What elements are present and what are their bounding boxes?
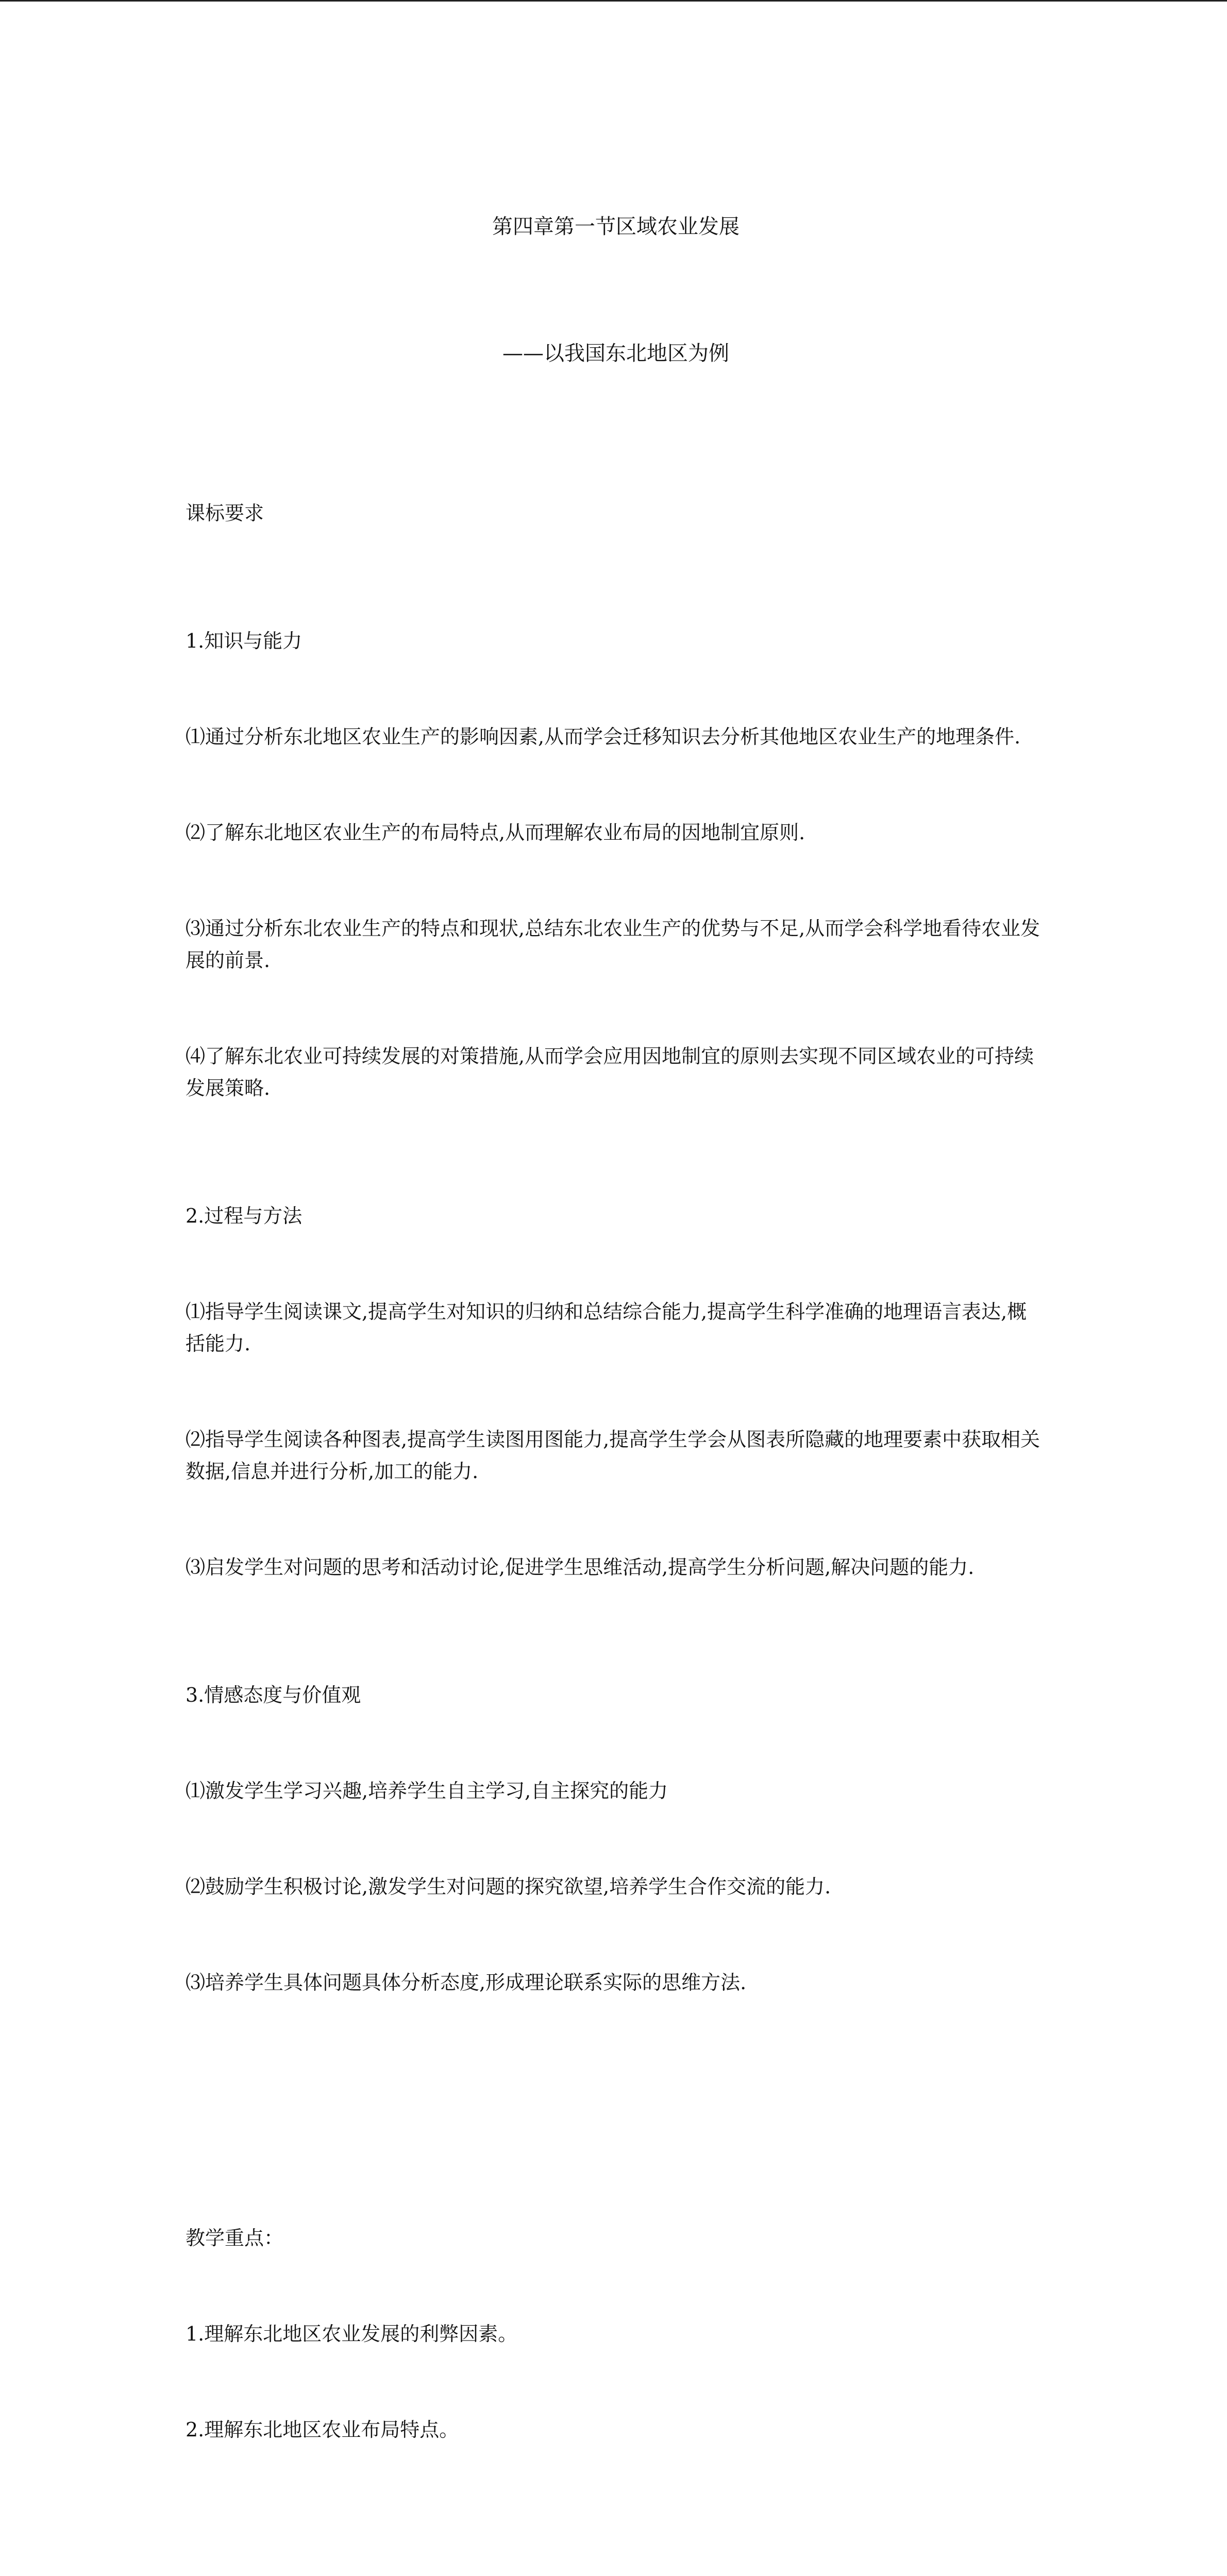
curriculum-heading: 课标要求 <box>186 502 264 524</box>
top-border-line <box>0 0 1227 2</box>
process-item: ⑴指导学生阅读课文,提高学生对知识的归纳和总结综合能力,提高学生科学准确的地理语言表达,概括能力. <box>186 1300 1027 1355</box>
key-point-item: 1.理解东北地区农业发展的利弊因素。 <box>186 2323 518 2345</box>
values-item: ⑴激发学生学习兴趣,培养学生自主学习,自主探究的能力 <box>186 1780 668 1802</box>
spacer <box>186 2541 1046 2573</box>
document-page <box>186 147 1046 2576</box>
document-subtitle: ——以我国东北地区为例 <box>502 342 729 365</box>
document-title: 第四章第一节区域农业发展 <box>492 215 739 239</box>
section-heading-process: 2.过程与方法 <box>186 1205 302 1227</box>
process-item: ⑵指导学生阅读各种图表,提高学生读图用图能力,提高学生学会从图表所隐藏的地理要素中获取相关数据,信息并进行分析,加工的能力. <box>186 1428 1040 1483</box>
section-heading-values: 3.情感态度与价值观 <box>186 1684 361 1706</box>
section-heading-knowledge: 1.知识与能力 <box>186 630 302 652</box>
values-item: ⑵鼓励学生积极讨论,激发学生对问题的探究欲望,培养学生合作交流的能力. <box>186 1875 831 1898</box>
key-point-item: 2.理解东北地区农业布局特点。 <box>186 2418 459 2441</box>
knowledge-item: ⑴通过分析东北地区农业生产的影响因素,从而学会迁移知识去分析其他地区农业生产的地理条件. <box>186 725 1021 748</box>
process-item: ⑶启发学生对问题的思考和活动讨论,促进学生思维活动,提高学生分析问题,解决问题的能力. <box>186 1556 974 1579</box>
key-points-heading: 教学重点： <box>186 2227 284 2249</box>
values-item: ⑶培养学生具体问题具体分析态度,形成理论联系实际的思维方法. <box>186 1971 747 1994</box>
knowledge-item: ⑵了解东北地区农业生产的布局特点,从而理解农业布局的因地制宜原则. <box>186 821 805 844</box>
knowledge-item: ⑷了解东北农业可持续发展的对策措施,从而学会应用因地制宜的原则去实现不同区域农业的可持续发展策略. <box>186 1045 1034 1099</box>
spacer <box>186 2094 1046 2126</box>
knowledge-item: ⑶通过分析东北农业生产的特点和现状,总结东北农业生产的优势与不足,从而学会科学地看待农业发展的前景. <box>186 917 1040 972</box>
